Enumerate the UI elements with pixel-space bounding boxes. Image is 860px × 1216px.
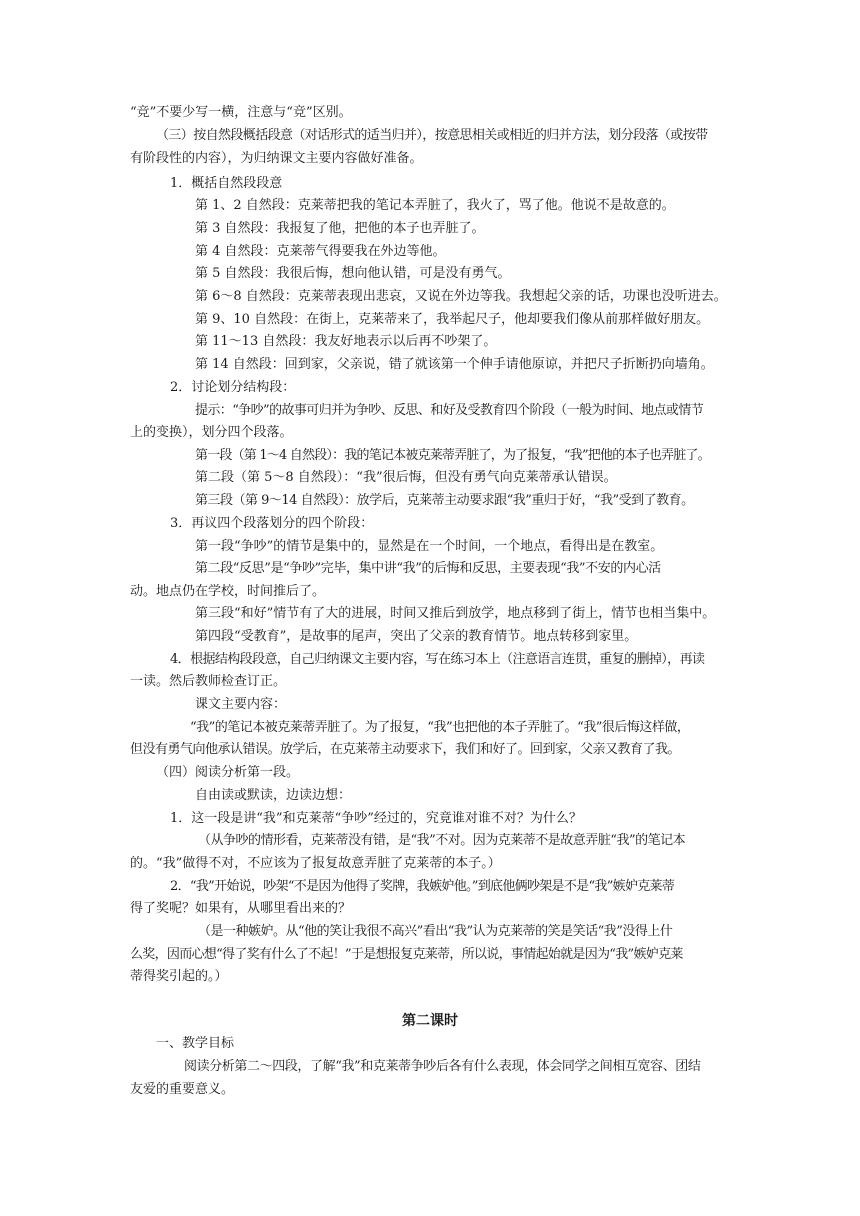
- text-line: 第 5 自然段：我很后悔，想向他认错，可是没有勇气。: [195, 266, 511, 281]
- text-line: 友爱的重要意义。: [130, 1082, 235, 1097]
- text-line: 第一段“争吵”的情节是集中的，显然是在一个时间，一个地点，看得出是在教室。: [195, 539, 664, 554]
- text-line: 3．再议四个段落划分的四个阶段：: [170, 516, 374, 531]
- text-line: 第一段（第 1～4 自然段）：我的笔记本被克莱蒂弄脏了，为了报复，“我”把他的本子也弄脏了。: [195, 448, 710, 463]
- text-line: 蒂得奖引起的。）: [130, 969, 228, 984]
- text-line: （四）阅读分析第一段。: [156, 765, 300, 780]
- text-line: 提示：“争吵”的故事可归并为争吵、反思、和好及受教育四个阶段（一般为时间、地点或情节: [195, 403, 704, 418]
- text-line: 第 4 自然段：克莱蒂气得要我在外边等他。: [195, 244, 446, 259]
- text-line: 1．概括自然段段意: [170, 176, 283, 191]
- text-line: 动。地点仍在学校，时间推后了。: [130, 584, 326, 599]
- text-line: 自由读或默读，边读边想：: [195, 788, 352, 803]
- text-line: 第四段“受教育”，是故事的尾声，突出了父亲的教育情节。地点转移到家里。: [195, 629, 638, 644]
- text-line: 有阶段性的内容），为归纳课文主要内容做好准备。: [130, 151, 423, 166]
- text-line: 第 11～13 自然段：我友好地表示以后再不吵架了。: [195, 334, 497, 349]
- text-line: 上的变换），划分四个段落。: [130, 425, 293, 440]
- text-line: （是一种嫉妒。从“他的笑让我很不高兴”看出“我”认为克莱蒂的笑是笑话“我”没得上什: [198, 924, 673, 939]
- text-line: 2．讨论划分结构段：: [170, 380, 296, 395]
- text-line: 的。“我”做得不对，不应该为了报复故意弄脏了克莱蒂的本子。）: [130, 856, 501, 871]
- text-line: （三）按自然段概括段意（对话形式的适当归并），按意思相关或相近的归并方法，划分段落（或按带: [156, 128, 708, 143]
- text-line: “我”的笔记本被克莱蒂弄脏了。为了报复，“我”也把他的本子弄脏了。“我”很后悔这样做，: [190, 720, 690, 735]
- text-line: 1．这一段是讲“我”和克莱蒂“争吵”经过的，究竟谁对谁不对？为什么？: [170, 811, 582, 826]
- text-line: 第三段（第 9～14 自然段）：放学后，克莱蒂主动要求跟“我”重归于好，“我”受到了教育。: [195, 493, 694, 508]
- text-line: 4．根据结构段段意，自己归纳课文主要内容，写在练习本上（注意语言连贯，重复的删掉），再读: [170, 652, 705, 667]
- text-line: 第三段“和好”情节有了大的进展，时间又推后到放学，地点移到了街上，情节也相当集中。: [195, 606, 716, 621]
- section-title: 第二课时: [402, 1013, 458, 1029]
- text-line: （从争吵的情形看，克莱蒂没有错，是“我”不对。因为克莱蒂不是故意弄脏“我”的笔记本: [198, 833, 686, 848]
- text-line: 一读。然后教师检查订正。: [130, 674, 287, 689]
- text-line: 但没有勇气向他承认错误。放学后，在克莱蒂主动要求下，我们和好了。回到家，父亲又教育了我。: [130, 742, 681, 757]
- text-line: “竞”不要少写一横，注意与“竞”区别。: [130, 105, 352, 120]
- text-line: 第 1、2 自然段：克莱蒂把我的笔记本弄脏了，我火了，骂了他。他说不是故意的。: [195, 198, 675, 213]
- text-line: 一、教学目标: [156, 1036, 235, 1051]
- text-line: 第二段“反思”是“争吵”完毕，集中讲“我”的后悔和反思，主要表现“我”不安的内心活: [195, 561, 661, 576]
- text-line: 课文主要内容：: [195, 697, 287, 712]
- text-line: 第 14 自然段：回到家，父亲说，错了就该第一个伸手请他原谅，并把尺子折断扔向墙角。: [195, 357, 714, 372]
- text-line: 得了奖呢？如果有，从哪里看出来的？: [130, 901, 352, 916]
- text-line: 2．“我”开始说，吵架“不是因为他得了奖牌，我嫉妒他。”到底他俩吵架是不是“我”嫉妒克莱蒂: [170, 879, 675, 894]
- text-line: 第 3 自然段：我报复了他，把他的本子也弄脏了。: [195, 221, 485, 236]
- text-line: 第二段（第 5～8 自然段）：“我”很后悔，但没有勇气向克莱蒂承认错误。: [195, 470, 617, 485]
- text-line: 第 6～8 自然段：克莱蒂表现出悲哀，又说在外边等我。我想起父亲的话，功课也没听进去。: [195, 289, 727, 304]
- text-line: 么奖，因而心想“得了奖有什么了不起！”于是想报复克莱蒂，所以说，事情起始就是因为“我”嫉妒克莱: [130, 947, 683, 962]
- text-line: 阅读分析第二～四段，了解“我”和克莱蒂争吵后各有什么表现，体会同学之间相互宽容、团结: [184, 1059, 701, 1074]
- text-line: 第 9、10 自然段：在街上，克莱蒂来了，我举起尺子，他却要我们像从前那样做好朋友。: [195, 312, 710, 327]
